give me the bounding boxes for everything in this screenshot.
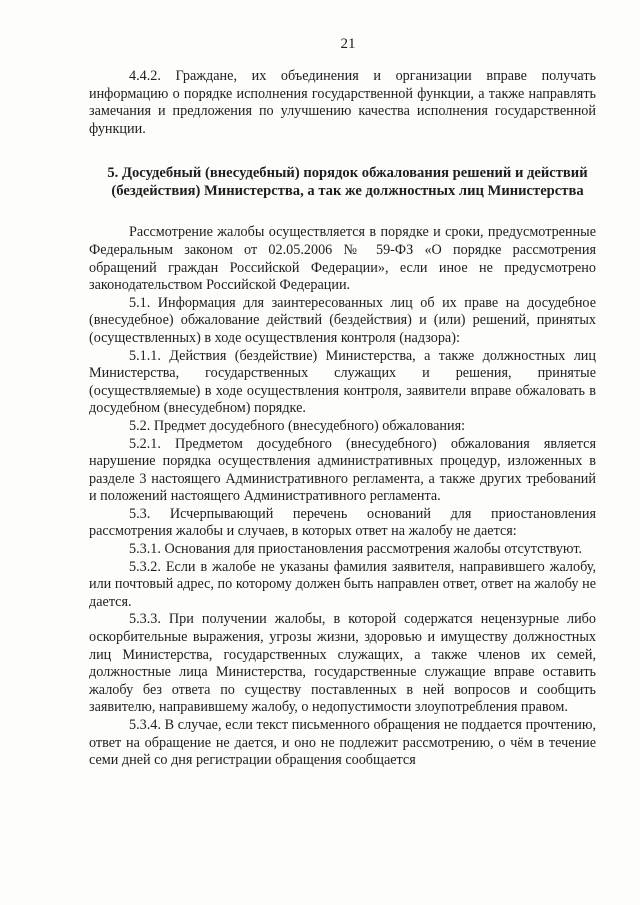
paragraph-intro: Рассмотрение жалобы осуществляется в порядке и сроки, предусмотренные Федеральным законом от 02.05.2006 № 59-ФЗ «О порядке рассмотрения обращений граждан Российской Федерации», если иное не предусмотрено законодательством Российской Федерации. <box>89 224 596 294</box>
paragraph-4-4-2: 4.4.2. Граждане, их объединения и организации вправе получать информацию о порядке исполнения государственной функции, а также направлять замечания и предложения по улучшению качества исполнения государственной функции. <box>89 68 596 137</box>
paragraph-5-3-2: 5.3.2. Если в жалобе не указаны фамилия заявителя, направившего жалобу, или почтовый адрес, по которому должен быть направлен ответ, ответ на жалобу не дается. <box>89 558 596 610</box>
document-body <box>89 68 596 770</box>
paragraph-5-2-1: 5.2.1. Предметом досудебного (внесудебного) обжалования является нарушение порядка осуществления административных процедур, изложенных в разделе 3 настоящего Административного регламента, а также других требований и положений настоящего Административного регламента. <box>89 435 596 505</box>
section-title: 5. Досудебный (внесудебный) порядок обжалования решений и действий (бездействия) Министерства, а так же должностных лиц Министерства <box>107 165 588 200</box>
paragraph-5-2: 5.2. Предмет досудебного (внесудебного) обжалования: <box>129 417 466 434</box>
paragraph-5-1: 5.1. Информация для заинтересованных лиц об их праве на досудебное (внесудебное) обжалование действий (бездействия) и (или) решений, принятых (осуществленных) в ходе осуществления контроля (надзора): <box>89 294 596 346</box>
paragraph-5-3: 5.3. Исчерпывающий перечень оснований для приостановления рассмотрения жалобы и случаев, в которых ответ на жалобу не дается: <box>89 505 596 540</box>
paragraph-5-3-3: 5.3.3. При получении жалобы, в которой содержатся нецензурные либо оскорбительные выражения, угрозы жизни, здоровью и имуществу должностных лиц Министерства, государственных служащих, а также членов их семей, должностные лица Министерства, государственные служащие вправе оставить жалобу без ответа по существу поставленных в ней вопросов и сообщить заявителю, направившему жалобу, о недопустимости злоупотребления правом. <box>89 611 596 716</box>
page-number: 21 <box>340 36 356 52</box>
paragraph-5-3-1: 5.3.1. Основания для приостановления рассмотрения жалобы отсутствуют. <box>129 541 583 558</box>
paragraph-5-3-4: 5.3.4. В случае, если текст письменного обращения не поддается прочтению, ответ на обращение не дается, и оно не подлежит рассмотрению, о чём в течение семи дней со дня регистрации обращения сообщается <box>89 717 596 769</box>
paragraph-5-1-1: 5.1.1. Действия (бездействие) Министерства, а также должностных лиц Министерства, государственных служащих и решения, принятые (осуществляемые) в ходе осуществления контроля, заявители вправе обжаловать в досудебном (внесудебном) порядке. <box>89 347 596 417</box>
